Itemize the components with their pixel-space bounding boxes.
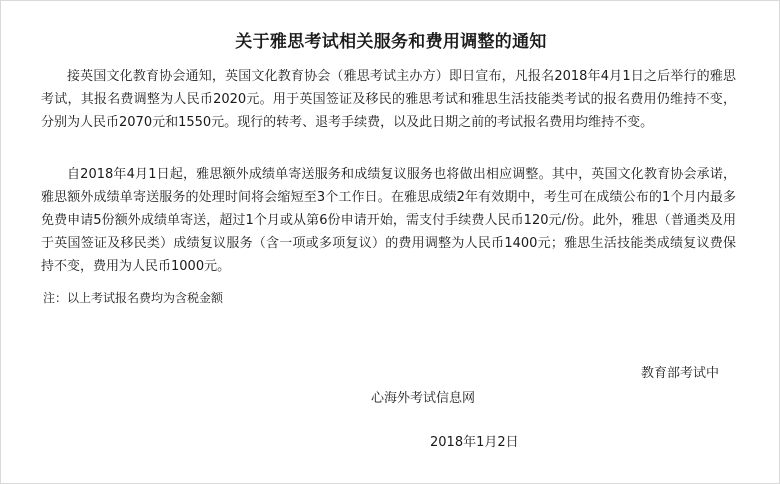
notice-paragraph-service-adjustment: 自2018年4月1日起，雅思额外成绩单寄送服务和成绩复议服务也将做出相应调整。其中，英国文化教育协会承诺，雅思额外成绩单寄送服务的处理时间将会缩短至3个工作日。在雅思成绩2年有效期中，考生可在成绩公布的1个月内最多免费申请5份额外成绩单寄送，超过1个月或从第6份申请开始，需支付手续费人民币120元/份。此外，雅思（普通类及用于英国签证及移民类）成绩复议服务（含一项或多项复议）的费用调整为人民币1400元；雅思生活技能类成绩复议费保持不变，费用为人民币1000元。 xyxy=(41,167,736,274)
notice-title: 关于雅思考试相关服务和费用调整的通知 xyxy=(235,32,547,52)
signature-source: 心海外考试信息网 xyxy=(371,391,476,406)
notice-paragraph-fee-adjustment: 接英国文化教育协会通知，英国文化教育协会（雅思考试主办方）即日宣布，凡报名2018年4月1日之后举行的雅思考试，其报名费调整为人民币2020元。用于英国签证及移民的雅思考试和雅思生活技能类考试的报名费用仍维持不变，分别为人民币2070元和1550元。现行的转考、退考手续费，以及此日期之前的考试报名费用均维持不变。 xyxy=(41,69,736,130)
signature-department: 教育部考试中 xyxy=(641,366,720,381)
tax-note: 注：以上考试报名费均为含税金额 xyxy=(43,291,224,305)
signature-date: 2018年1月2日 xyxy=(430,435,519,450)
